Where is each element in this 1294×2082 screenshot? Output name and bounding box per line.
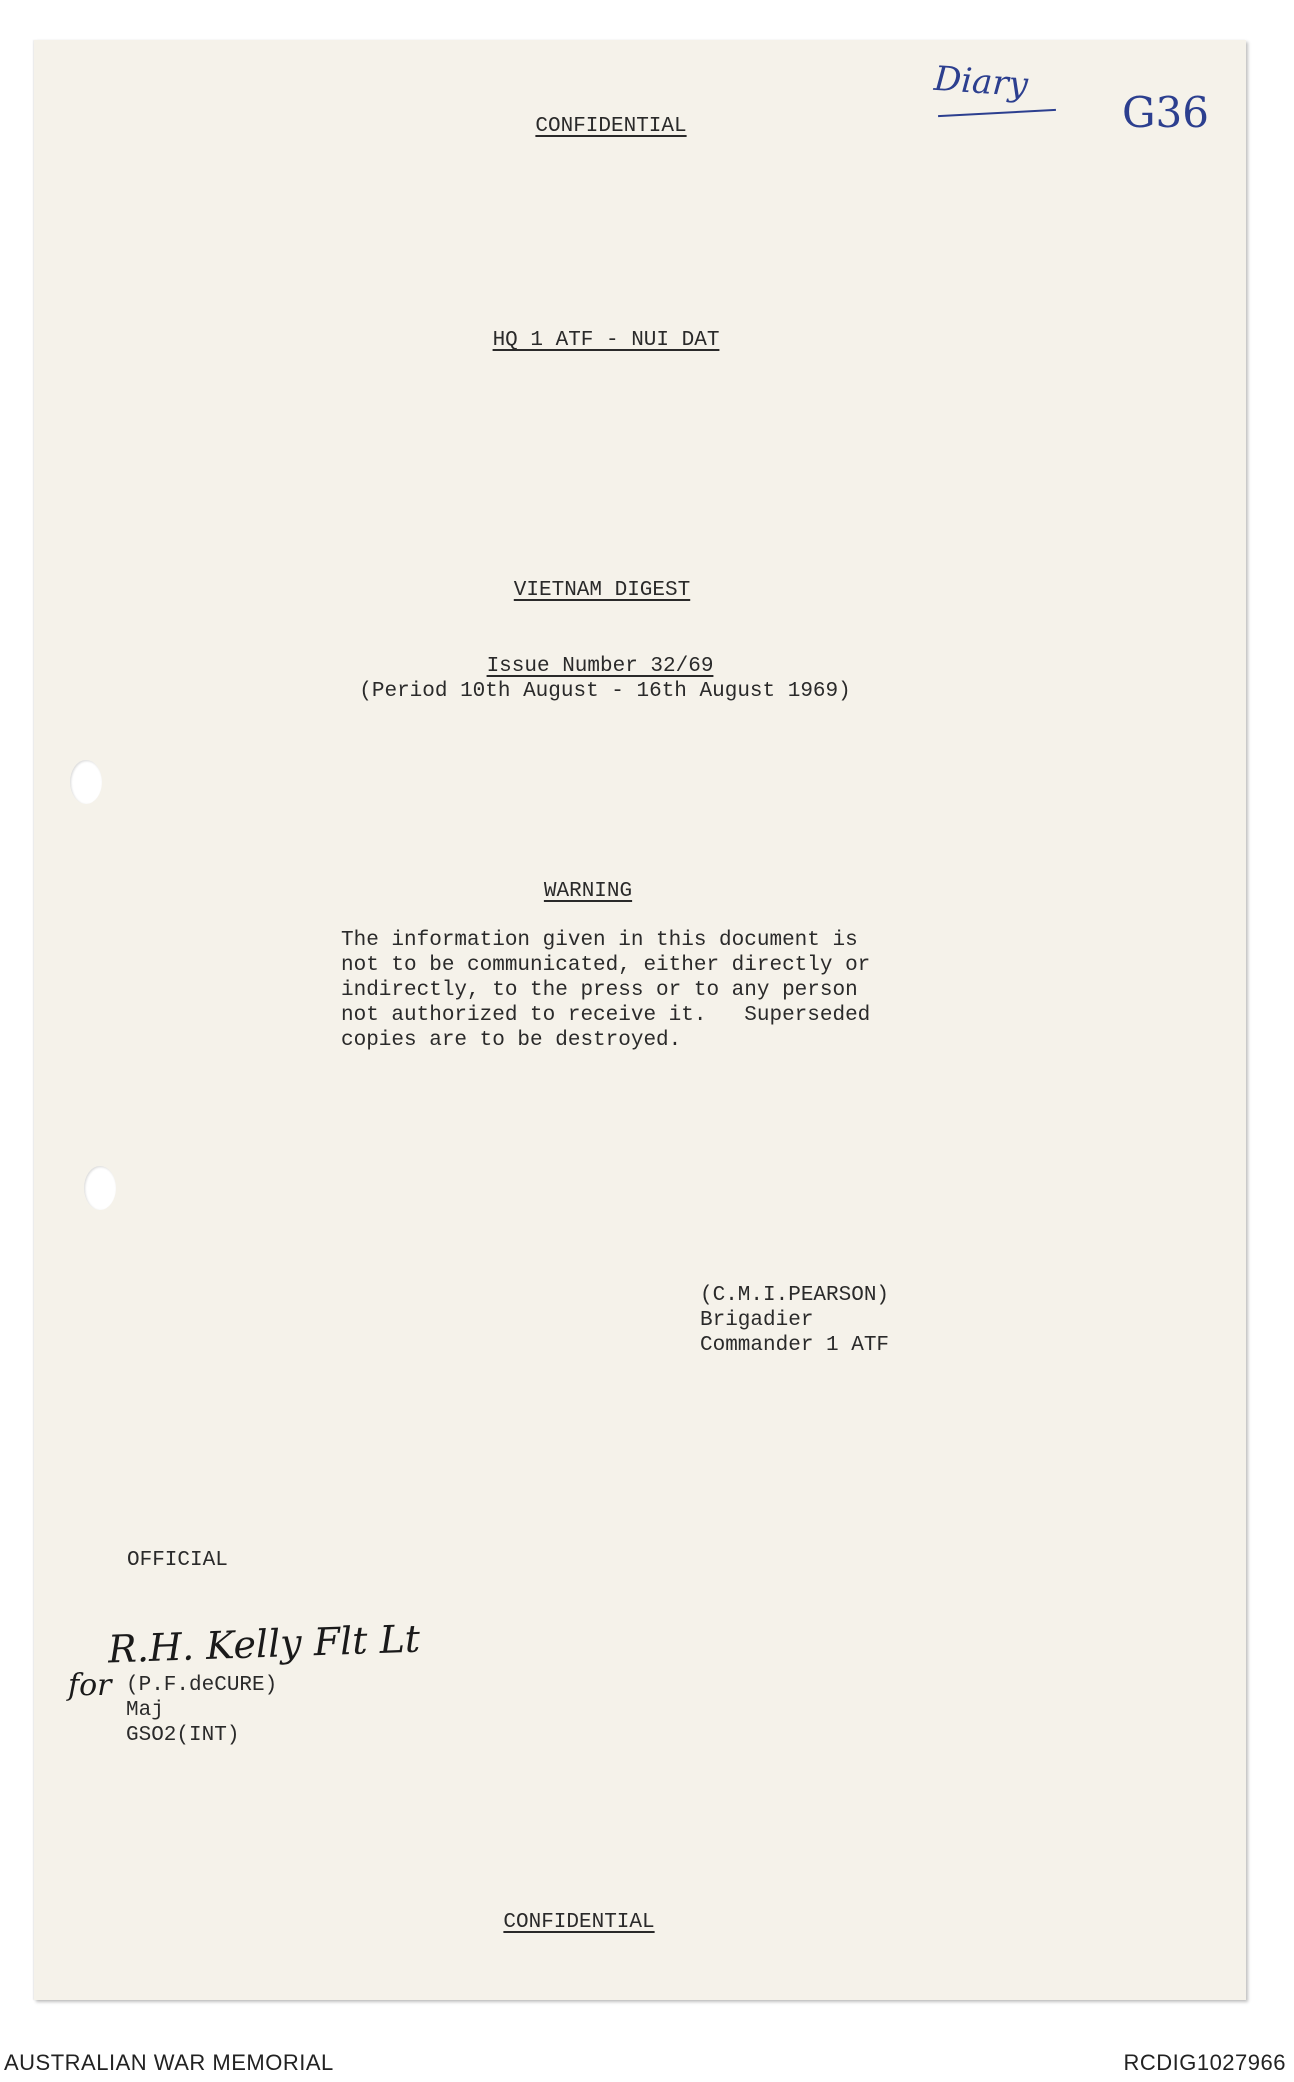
punch-hole	[84, 1166, 116, 1210]
handwritten-signature: R.H. Kelly Flt Lt	[107, 1616, 421, 1672]
commander-rank: Brigadier	[700, 1309, 814, 1332]
official-appointment: GSO2(INT)	[126, 1724, 240, 1747]
footer-source: AUSTRALIAN WAR MEMORIAL	[4, 2050, 334, 2075]
punch-hole	[70, 760, 102, 804]
diary-annotation: Diary	[932, 58, 1030, 106]
commander-name: (C.M.I.PEARSON)	[700, 1284, 890, 1307]
classification-top: CONFIDENTIAL	[535, 115, 687, 138]
official-rank: Maj	[126, 1699, 164, 1722]
warning-line: The information given in this document is	[341, 929, 858, 952]
issue-number: Issue Number 32/69	[486, 655, 714, 678]
warning-line: indirectly, to the press or to any person	[341, 979, 858, 1002]
warning-line: not to be communicated, either directly or	[341, 954, 871, 977]
footer-record-id: RCDIG1027966	[1123, 2050, 1286, 2075]
official-name: (P.F.deCURE)	[126, 1674, 278, 1697]
commander-signature-block	[700, 1283, 889, 1358]
headquarters-line: HQ 1 ATF - NUI DAT	[492, 329, 720, 352]
commander-appointment: Commander 1 ATF	[700, 1334, 890, 1357]
official-signature-block	[126, 1673, 277, 1748]
classification-bottom: CONFIDENTIAL	[503, 1911, 655, 1934]
warning-line: copies are to be destroyed.	[341, 1029, 682, 1052]
warning-text	[341, 928, 870, 1053]
handwritten-for: for	[68, 1668, 112, 1703]
folio-number: G36	[1122, 88, 1209, 137]
period-line: (Period 10th August - 16th August 1969)	[359, 680, 851, 703]
document-title: VIETNAM DIGEST	[513, 579, 691, 602]
warning-heading: WARNING	[543, 880, 633, 903]
warning-line: not authorized to receive it. Superseded	[341, 1004, 871, 1027]
official-label: OFFICIAL	[127, 1549, 228, 1572]
